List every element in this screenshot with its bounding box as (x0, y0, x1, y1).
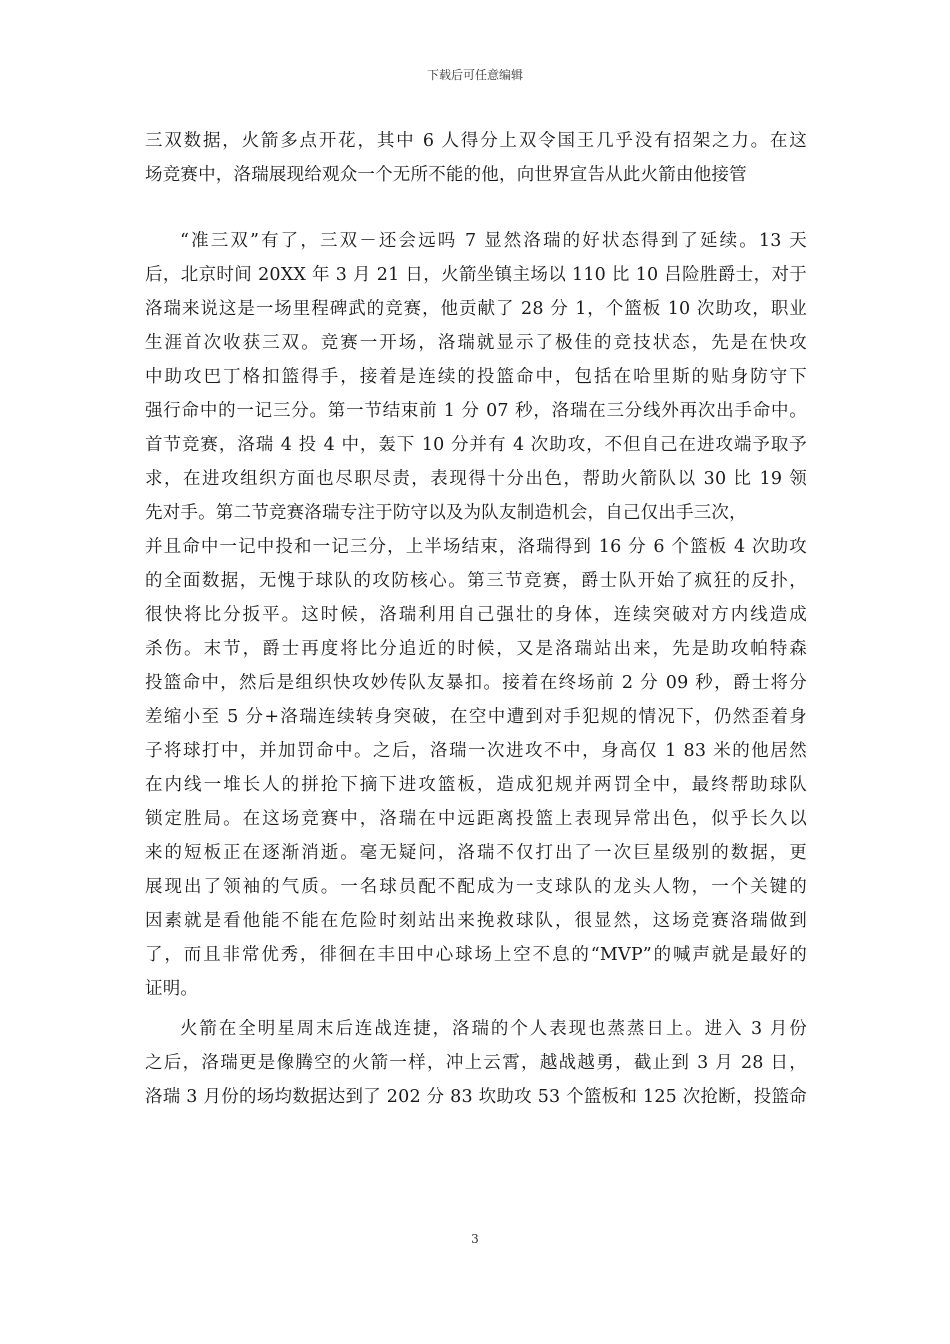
document-body (145, 124, 807, 1114)
text-line: 强行命中的一记三分。第一节结束前 1 分 07 秒，洛瑞在三分线外再次出手命中。 (145, 401, 807, 421)
text-line: “准三双”有了，三双－还会远吗 7 显然洛瑞的好状态得到了延续。13 天 (180, 231, 807, 251)
text-line: 火箭在全明星周末后连战连捷，洛瑞的个人表现也蒸蒸日上。进入 3 月份 (180, 1019, 807, 1039)
text-line: 很快将比分扳平。这时候，洛瑞利用自己强壮的身体，连续突破对方内线造成 (145, 605, 807, 625)
text-line: 来的短板正在逐渐消逝。毫无疑问，洛瑞不仅打出了一次巨星级别的数据，更 (145, 843, 807, 863)
text-line: 先对手。第二节竞赛洛瑞专注于防守以及为队友制造机会，自己仅出手三次， (145, 503, 747, 523)
text-line: 证明。 (145, 979, 199, 999)
text-line: 差缩小至 5 分+洛瑞连续转身突破，在空中遭到对手犯规的情况下，仍然歪着身 (145, 707, 807, 727)
text-line: 的全面数据，无愧于球队的攻防核心。第三节竞赛，爵士队开始了疯狂的反扑， (145, 571, 807, 591)
text-line: 投篮命中，然后是组织快攻妙传队友暴扣。接着在终场前 2 分 09 秒，爵士将分 (145, 673, 807, 693)
text-line: 子将球打中，并加罚命中。之后，洛瑞一次进攻不中，身高仅 1 83 米的他居然 (145, 741, 807, 761)
text-line: 并且命中一记中投和一记三分，上半场结束，洛瑞得到 16 分 6 个篮板 4 次助攻 (145, 537, 807, 557)
text-line: 洛瑞来说这是一场里程碑武的竞赛，他贡献了 28 分 1，个篮板 10 次助攻，职业 (145, 299, 807, 319)
page-header: 下载后可任意编辑 (426, 68, 523, 82)
text-line: 展现出了领袖的气质。一名球员配不配成为一支球队的龙头人物，一个关键的 (145, 877, 807, 897)
text-line: 求，在进攻组织方面也尽职尽责，表现得十分出色，帮助火箭队以 30 比 19 领 (145, 469, 807, 489)
text-line: 了，而且非常优秀，徘徊在丰田中心球场上空不息的“MVP”的喊声就是最好的 (145, 945, 807, 965)
text-line: 生涯首次收获三双。竞赛一开场，洛瑞就显示了极佳的竞技状态，先是在快攻 (145, 333, 807, 353)
text-line: 锁定胜局。在这场竞赛中，洛瑞在中远距离投篮上表现异常出色，似乎长久以 (145, 809, 807, 829)
text-line: 杀伤。末节，爵士再度将比分追近的时候，又是洛瑞站出来，先是助攻帕特森 (145, 639, 807, 659)
page-number: 3 (471, 1232, 479, 1246)
text-line: 中助攻巴丁格扣篮得手，接着是连续的投篮命中，包括在哈里斯的贴身防守下 (145, 367, 807, 387)
paragraph (145, 1012, 807, 1114)
text-line: 后，北京时间 20XX 年 3 月 21 日，火箭坐镇主场以 110 比 10 吕险胜爵士，对于 (145, 265, 807, 285)
text-line: 在内线一堆长人的拼抢下摘下进攻篮板，造成犯规并两罚全中，最终帮助球队 (145, 775, 807, 795)
text-line: 首节竞赛，洛瑞 4 投 4 中，轰下 10 分并有 4 次助攻，不但自己在进攻端予取予 (145, 435, 807, 455)
text-line: 之后，洛瑞更是像腾空的火箭一样，冲上云霄，越战越勇，截止到 3 月 28 日， (145, 1053, 807, 1073)
paragraph (145, 124, 807, 192)
text-line: 洛瑞 3 月份的场均数据达到了 202 分 83 坎助攻 53 个篮板和 125 次抢断，投篮命 (145, 1087, 807, 1107)
text-line: 因素就是看他能不能在危险时刻站出来挽救球队，很显然，这场竞赛洛瑞做到 (145, 911, 807, 931)
text-line: 场竞赛中，洛瑞展现给观众一个无所不能的他，向世界宣告从此火箭由他接管 (145, 165, 747, 185)
text-line: 三双数据，火箭多点开花，其中 6 人得分上双令国王几乎没有招架之力。在这 (145, 131, 807, 151)
paragraph (145, 224, 807, 1006)
